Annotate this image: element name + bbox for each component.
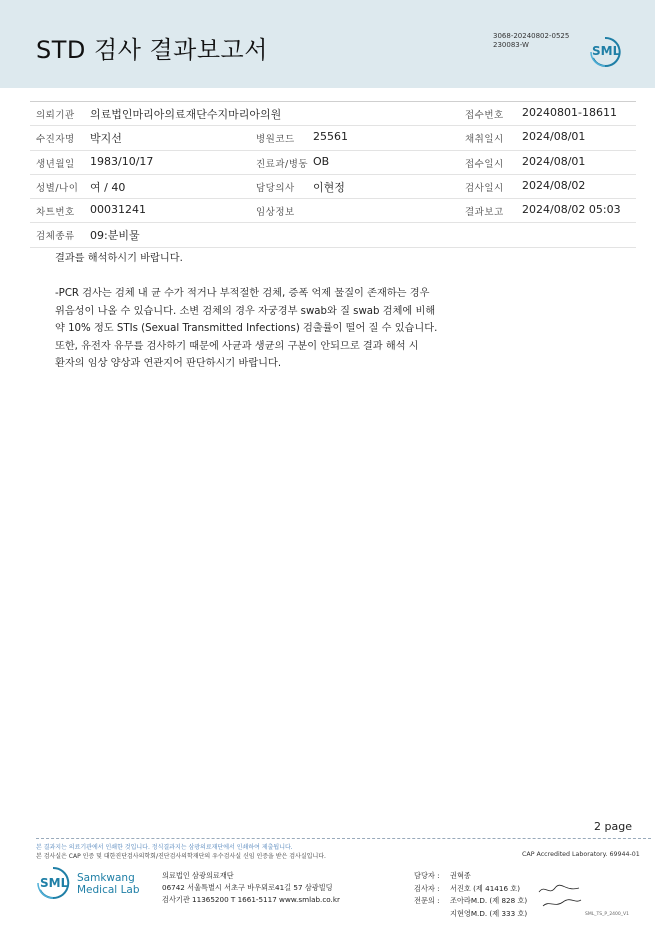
footer-notice-cap: 본 검사실은 CAP 인증 및 대한진단검사의학회/진단검사의학재단의 우수검사실 신임 인증을 받은 검사실입니다. — [36, 853, 326, 860]
receipt-date-value: 2024/08/01 — [522, 154, 586, 168]
receipt-date-label: 접수일시 — [465, 158, 504, 170]
staff-block — [414, 870, 527, 920]
cap-accreditation: CAP Accredited Laboratory. 69944-01 — [522, 851, 640, 858]
receipt-no-label: 접수번호 — [465, 110, 504, 121]
ward-code-label: 병원코드 — [256, 134, 295, 146]
info-row — [30, 101, 636, 126]
lab-address — [162, 870, 340, 906]
report-header — [0, 0, 655, 88]
test-date-label: 검사일시 — [465, 182, 504, 194]
staff-value: 지현영M.D. (제 333 호) — [450, 908, 528, 918]
receipt-no-value: 20240801-18611 — [522, 106, 617, 119]
staff-value: 권혁종 — [450, 871, 471, 880]
report-code-line1: 3068-20240802-0525 — [493, 32, 570, 40]
report-label: 결과보고 — [465, 207, 504, 219]
sex-age-label: 성별/나이 — [36, 182, 79, 194]
info-row — [30, 199, 636, 223]
dept-label: 진료과/병동 — [256, 158, 309, 170]
staff-row — [414, 870, 527, 883]
info-row — [30, 151, 636, 175]
samkwang-brand-name — [77, 872, 140, 896]
specimen-label: 검체종류 — [36, 231, 75, 243]
brand-line1: Samkwang — [77, 872, 135, 884]
staff-row — [414, 895, 527, 908]
brand-line2: Medical Lab — [77, 884, 140, 896]
staff-label: 검사자 : — [414, 883, 440, 893]
report-date-value: 2024/08/02 05:03 — [522, 203, 621, 217]
address-line: 의료법인 삼광의료재단 — [162, 871, 234, 880]
footer-notice-print: 본 결과지는 의료기관에서 인쇄한 것입니다. 정식결과지는 삼광의료재단에서 인쇄하여 제출됩니다. — [36, 844, 293, 851]
staff-label: 담당자 : — [414, 871, 440, 880]
clinical-info-label: 임상정보 — [256, 207, 295, 219]
doctor-value: 이현정 — [313, 180, 345, 194]
specimen-value: 09:분비물 — [90, 229, 140, 243]
info-row — [30, 223, 636, 247]
requesting-org-label: 의뢰기관 — [36, 110, 75, 121]
birth-value: 1983/10/17 — [90, 154, 154, 168]
chart-no-value: 00031241 — [90, 203, 146, 217]
requesting-org-value: 의료법인마리아의료재단수지마리아의원 — [90, 108, 282, 121]
signature-icon — [535, 882, 585, 912]
sex-age-value: 여 / 40 — [90, 180, 126, 194]
recipient-label: 수진자명 — [36, 134, 75, 146]
staff-label: 전문의 : — [414, 896, 440, 905]
staff-value: 서진호 (제 41416 호) — [450, 883, 521, 893]
page-number: 2 page — [594, 820, 632, 833]
address-line: 06742 서울특별시 서초구 바우뫼로41길 57 삼광빌딩 — [162, 883, 333, 892]
staff-row — [414, 883, 527, 896]
document-id: SML_TS_P_2400_V1 — [585, 912, 629, 917]
sml-logo-text: SML — [592, 44, 621, 58]
note-line: 또한, 유전자 유무를 검사하기 때문에 사균과 생균의 구분이 안되므로 결과 해석 시 — [55, 340, 419, 352]
info-row — [30, 175, 636, 199]
note-line: 위음성이 나올 수 있습니다. 소변 검체의 경우 자궁경부 swab와 질 swab 검체에 비해 — [55, 305, 436, 317]
note-line: -PCR 검사는 검체 내 균 수가 적거나 부적절한 검체, 증폭 억제 물질이 존재하는 경우 — [55, 288, 430, 299]
note-line: 결과를 해석하시기 바랍니다. — [55, 253, 183, 264]
samkwang-logo-text: SML — [40, 876, 69, 890]
staff-value: 조아라M.D. (제 828 호) — [450, 896, 528, 905]
report-code — [493, 32, 569, 50]
chart-no-label: 차트번호 — [36, 207, 75, 219]
collect-date-value: 2024/08/01 — [522, 130, 586, 144]
info-row — [30, 126, 636, 150]
report-title: STD 검사 결과보고서 — [36, 36, 268, 64]
address-line: 검사기관 11365200 T 1661-5117 www.smlab.co.kr — [162, 895, 340, 904]
note-spacer — [55, 268, 515, 286]
footer-divider — [36, 838, 651, 839]
note-line: 환자의 임상 양상과 연관지어 판단하시기 바랍니다. — [55, 358, 282, 369]
report-code-line2: 230083-W — [493, 41, 529, 49]
patient-info-table — [30, 101, 636, 248]
birth-label: 생년월일 — [36, 158, 75, 170]
recipient-value: 박지선 — [90, 132, 122, 146]
note-line: 약 10% 정도 STIs (Sexual Transmitted Infections) 검출률이 떨어 질 수 있습니다. — [55, 323, 438, 334]
ward-code-value: 25561 — [313, 130, 348, 144]
interpretation-notes — [55, 250, 515, 373]
collect-date-label: 채취일시 — [465, 134, 504, 146]
doctor-label: 담당의사 — [256, 182, 295, 194]
staff-row — [414, 908, 527, 921]
test-date-value: 2024/08/02 — [522, 178, 586, 192]
dept-value: OB — [313, 154, 330, 168]
